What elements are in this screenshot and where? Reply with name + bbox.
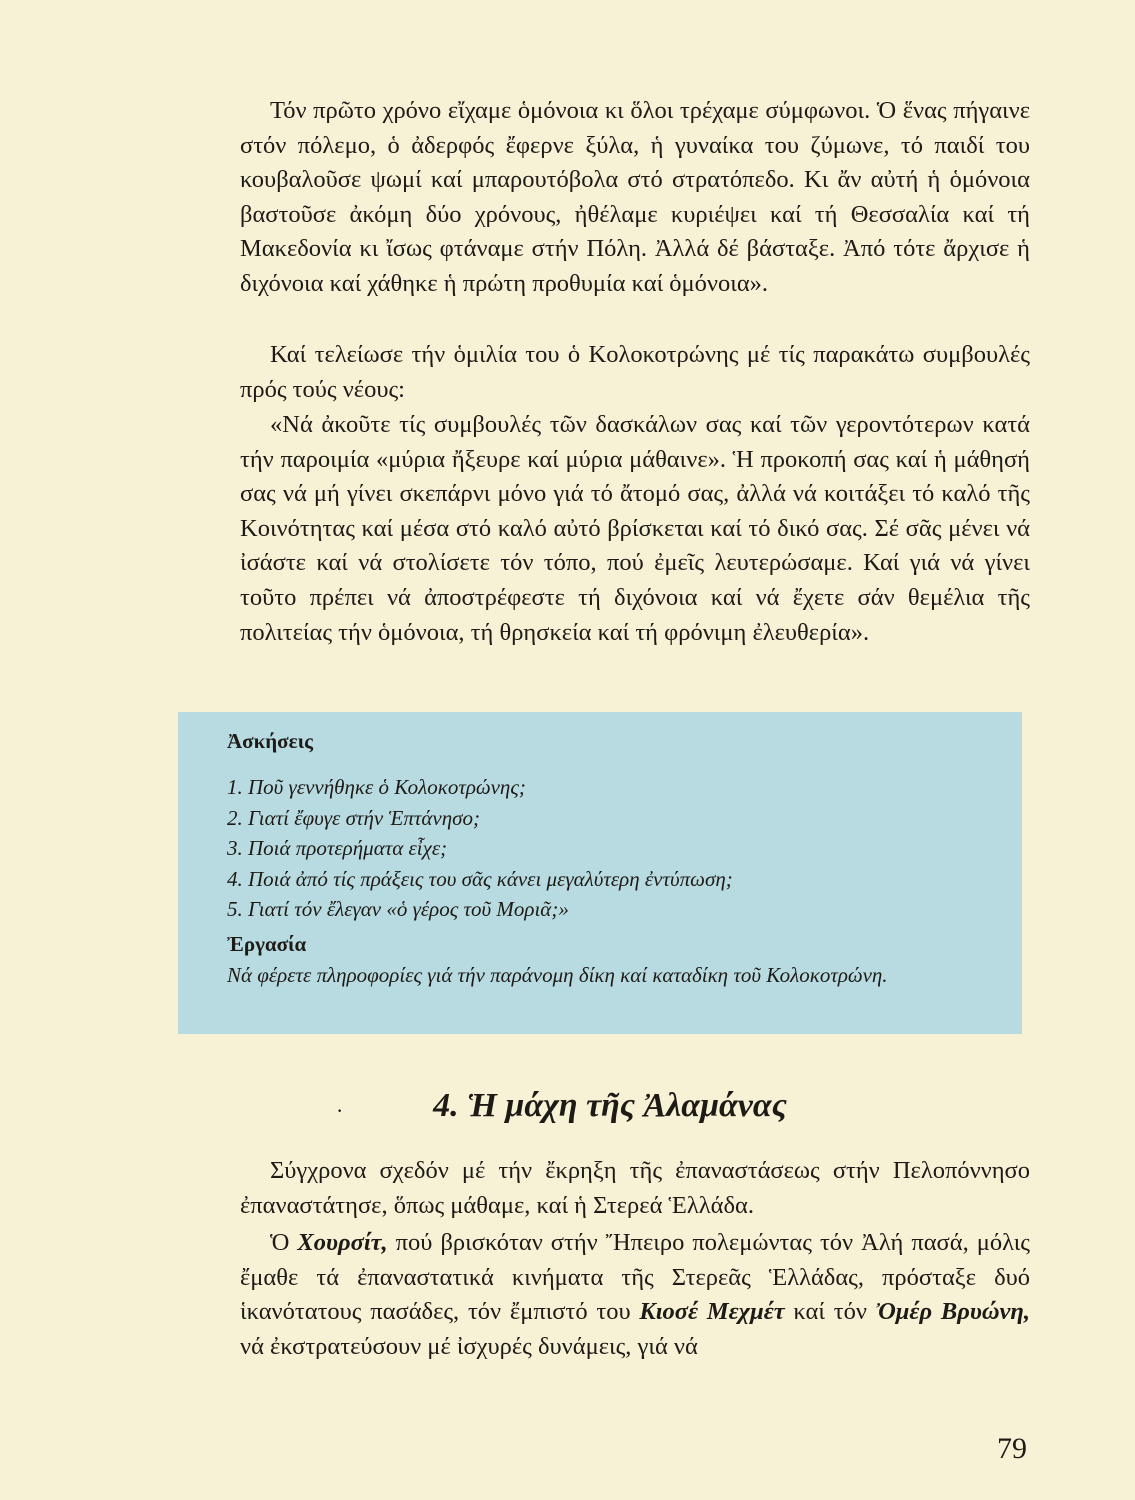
paragraph-hursit [240, 1226, 1030, 1364]
text-run: Ὁ [270, 1229, 298, 1256]
name-omer-vryonis: Ὀμέρ Βρυώνη, [875, 1298, 1030, 1326]
section-dot: · [336, 1098, 344, 1123]
paragraph-advice-quote: «Νά ἀκοῦτε τίς συμβουλές τῶν δασκάλων σας καί τῶν γεροντότερων κατά τήν παροιμία «μύρια ἤξευρε καί μύρια μάθαινε». Ἡ προκοπή σας καί ἡ μάθησή σας νά μή γίνει σκεπάρνι μόνο γιά τό ἄτομό σας, ἀλλά νά κοιτάξει τό καλό τῆς Κοινότητας καί μέσα στό καλό αὐτό βρίσκεται καί τό δικό σας. Σέ σᾶς μένει νά ἰσάστε καί νά στολίσετε τόν τόπο, πού ἐμεῖς λευτερώσαμε. Καί γιά νά γίνει τοῦτο πρέπει νά ἀποστρέφεστε τή διχόνοια καί νά ἔχετε σάν θεμέλια τῆς πολιτείας τήν ὁμόνοια, τή θρησκεία καί τή φρόνιμη ἐλευθερία». [240, 411, 1030, 646]
exercise-question: 3. Ποιά προτερήματα εἶχε; [227, 836, 448, 860]
exercise-question: 1. Ποῦ γεννήθηκε ὁ Κολοκοτρώνης; [227, 775, 526, 799]
paragraph-advice-intro: Καί τελείωσε τήν ὁμιλία του ὁ Κολοκοτρώνης μέ τίς παρακάτω συμβουλές πρός τούς νέους: [240, 341, 1030, 403]
page-number: 79 [997, 1432, 1027, 1465]
name-kiose-mehmet: Κιοσέ Μεχμέτ [639, 1298, 785, 1326]
exercise-question: 5. Γιατί τόν ἔλεγαν «ὁ γέρος τοῦ Μοριᾶ;» [227, 897, 569, 921]
text-run: νά ἐκστρατεύσουν μέ ἰσχυρές δυνάμεις, γιά νά [240, 1332, 698, 1360]
task-heading: Ἐργασία [227, 931, 307, 956]
paragraph-sterea-revolt: Σύγχρονα σχεδόν μέ τήν ἔκρηξη τῆς ἐπαναστάσεως στήν Πελοπόννησο ἐπαναστάτησε, ὅπως μάθαμε, καί ἡ Στερεά Ἑλλάδα. [240, 1157, 1030, 1219]
exercise-question: 4. Ποιά ἀπό τίς πράξεις του σᾶς κάνει μεγαλύτερη ἐντύπωση; [227, 866, 733, 891]
paragraph-oath-unity: Τόν πρῶτο χρόνο εἴχαμε ὁμόνοια κι ὅλοι τρέχαμε σύμφωνοι. Ὁ ἕνας πήγαινε στόν πόλεμο, ὁ ἀδερφός ἔφερνε ξύλα, ἡ γυναίκα του ζύμωνε, τό παιδί του κουβαλοῦσε ψωμί καί μπαρουτόβολα στό στρατόπεδο. Κι ἄν αὐτή ἡ ὁμόνοια βαστοῦσε ἀκόμη δύο χρόνους, ἠθέλαμε κυριέψει καί τή Θεσσαλία καί τή Μακεδονία κι ἴσως φτάναμε στήν Πόλη. Ἀλλά δέ βάσταξε. Ἀπό τότε ἄρχισε ἡ διχόνοια καί χάθηκε ἡ πρώτη προθυμία καί ὁμόνοια». [240, 97, 1030, 297]
exercises-box [178, 712, 1022, 1034]
exercises-heading: Ἀσκήσεις [227, 729, 313, 753]
chapter-title: 4. Ἡ μάχη τῆς Ἀλαμάνας [433, 1087, 787, 1124]
text-run: καί τόν [784, 1298, 876, 1326]
task-text: Νά φέρετε πληροφορίες γιά τήν παράνομη δίκη καί καταδίκη τοῦ Κολοκοτρώνη. [227, 962, 888, 987]
exercise-question: 2. Γιατί ἔφυγε στήν Ἑπτάνησο; [227, 805, 480, 830]
name-hursit: Χουρσίτ, [297, 1229, 388, 1256]
text-run: πού βρισκόταν στήν Ἤπειρο πολεμώντας τόν Ἀλή πασά, μόλις ἔμαθε τά ἐπαναστατικά κινήματα τῆς Στερεᾶς Ἑλλάδας, πρόσταξε δυό ἱκανότατους πασάδες, τόν ἔμπιστό του [240, 1229, 1031, 1326]
